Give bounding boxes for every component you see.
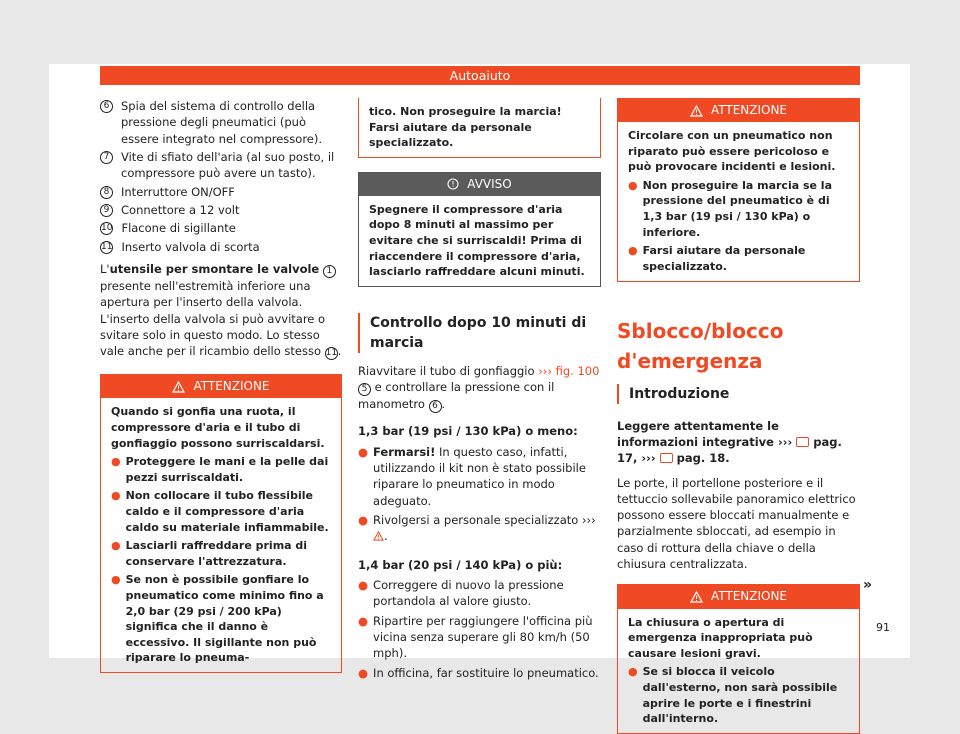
warning-triangle-icon: [373, 531, 384, 541]
bullet-dot-icon: ●: [111, 573, 121, 587]
warning-header: [101, 375, 341, 398]
legend-text: Spia del sistema di controllo della pressione degli pneumatici (può essere integrato nel compressore).: [121, 99, 323, 146]
bullet-dot-icon: ●: [628, 665, 638, 679]
legend-text: Flacone di sigillante: [121, 221, 236, 236]
reference-paragraph: Leggere attentamente le informazioni integrative ››› pag. 17, ››› pag. 18.: [617, 418, 842, 466]
legend-item: [100, 239, 342, 255]
warning-box-continued: [358, 98, 601, 158]
warning-bullet: ● Proteggere le mani e la pelle dai pezzi surriscaldati.: [111, 455, 329, 484]
column-2: [358, 98, 601, 681]
book-icon: [796, 437, 809, 447]
warning-bullet: ● Se si blocca il veicolo dall'esterno, non sarà possibile aprire le porte e i finestrini dall'interno.: [628, 665, 838, 726]
warning-box: [100, 374, 342, 673]
list-item: ● Fermarsi! In questo caso, infatti, utilizzando il kit non è stato possibile riparare lo pneumatico in modo adeguato.: [358, 444, 586, 508]
legend-number: 9: [100, 204, 113, 217]
column-1: [100, 98, 342, 673]
page-ref-link[interactable]: pag. 17,: [617, 434, 842, 466]
warning-intro: Circolare con un pneumatico non riparato può essere pericoloso e può provocare incidenti e lesioni.: [628, 129, 836, 174]
warning-body: [618, 609, 859, 733]
warning-bullet: ● Lasciarli raffreddare prima di conservare l'attrezzatura.: [111, 539, 308, 568]
warning-bullet: ● Non collocare il tubo flessibile caldo e il compressore d'aria caldo su materiale infiammabile.: [111, 489, 329, 534]
bullet-dot-icon: ●: [628, 244, 638, 258]
info-circle-icon: [447, 178, 459, 190]
notice-header: [359, 173, 600, 196]
warning-body: [101, 398, 341, 672]
notice-title: AVVISO: [467, 176, 512, 191]
warning-bullet: ● Farsi aiutare da personale specializzato.: [628, 244, 806, 273]
list-item: ● In officina, far sostituire lo pneumatico.: [358, 665, 599, 680]
ref-number: 11: [325, 348, 338, 359]
legend-item: [100, 149, 342, 182]
bullet-dot-icon: ●: [628, 178, 638, 192]
warning-continued-text: tico. Non proseguire la marcia! Farsi aiutare da personale specializzato.: [369, 105, 562, 150]
bullet-dot-icon: ●: [358, 577, 369, 592]
legend-number: 8: [100, 186, 113, 199]
figure-link[interactable]: fig. 100: [555, 363, 600, 378]
legend-number: 7: [100, 151, 113, 164]
warning-header: [618, 99, 859, 122]
warning-title: ATTENZIONE: [193, 379, 270, 394]
figure-link-arrow[interactable]: ›››: [538, 363, 552, 378]
warning-bullet: ● Non proseguire la marcia se la pressione del pneumatico è di 1,3 bar (19 psi / 130 kPa) o inferiore.: [628, 178, 832, 239]
list-item: ● Ripartire per raggiungere l'officina più vicina senza superare gli 80 km/h (50 mph).: [358, 613, 593, 661]
list-item: ● Rivolgersi a personale specializzato ››› .: [358, 512, 596, 544]
ref-number: 5: [358, 383, 371, 396]
warning-intro: La chiusura o apertura di emergenza inappropriata può causare lesioni gravi.: [628, 615, 813, 660]
warning-box: [617, 584, 860, 733]
list-item: ● Correggere di nuovo la pressione portandola al valore giusto.: [358, 577, 564, 609]
page-number: 91: [876, 621, 890, 634]
bullet-dot-icon: ●: [358, 512, 369, 527]
bullet-dot-icon: ●: [111, 455, 121, 469]
bullet-dot-icon: ●: [111, 539, 121, 553]
legend-number: 10: [101, 223, 113, 234]
warning-box: [617, 98, 860, 282]
warning-triangle-icon: [690, 105, 703, 117]
warning-body: [618, 122, 859, 280]
legend-text: Interruttore ON/OFF: [121, 184, 235, 199]
pressure-low-heading: 1,3 bar (19 psi / 130 kPa) o meno:: [358, 424, 578, 439]
notice-body: Spegnere il compressore d'aria dopo 8 minuti al massimo per evitare che si surriscaldi! Prima di riaccendere il compressore d'aria, lasciarlo raffreddare alcuni minuti.: [369, 202, 585, 279]
check-intro-paragraph: Riavvitare il tubo di gonfiaggio ››› fig. 100 5 e controllare la pressione con il manometro 6 .: [358, 363, 600, 412]
book-icon: [660, 453, 673, 463]
warning-triangle-icon: [690, 591, 703, 603]
warning-header: [618, 585, 859, 608]
legend-item: [100, 98, 342, 147]
legend-item: [100, 220, 342, 236]
bullet-dot-icon: ●: [358, 613, 369, 628]
warning-triangle-icon: [172, 381, 185, 393]
bullet-dot-icon: ●: [358, 665, 369, 680]
legend-number: 11: [101, 241, 113, 252]
page-ref-link[interactable]: pag. 18.: [676, 451, 730, 466]
legend-number: 6: [100, 100, 113, 113]
section-heading: Introduzione: [617, 384, 860, 404]
legend-item: [100, 202, 342, 218]
bullet-dot-icon: ●: [111, 489, 121, 503]
legend-text: Vite di sfiato dell'aria (al suo posto, il compressore può avere un tasto).: [121, 149, 335, 181]
legend-text: Inserto valvola di scorta: [121, 239, 260, 254]
continue-marker: »: [863, 577, 873, 593]
ref-number: 1: [323, 265, 336, 278]
warning-title: ATTENZIONE: [710, 103, 788, 117]
legend-text: Connettore a 12 volt: [121, 202, 240, 217]
notice-box: [358, 172, 601, 287]
body-paragraph: Le porte, il portellone posteriore e il tettuccio sollevabile panoramico elettrico possono essere bloccati manualmente e parzialmente sbloccati, ad esempio in caso di rottura della chiave o della chiusura centralizzata.: [617, 475, 856, 572]
valve-tool-paragraph: L'utensile per smontare le valvole 1 presente nell'estremità inferiore una apertura per l'inserto della valvola. L'inserto della valvola si può avvitare o svitare solo in questo modo. Lo stesso vale anche per il ricambio dello stesso 11.: [100, 261, 342, 359]
pressure-ok-heading: 1,4 bar (20 psi / 140 kPa) o più:: [358, 557, 563, 572]
section-heading: Controllo dopo 10 minuti di marcia: [358, 313, 601, 353]
ref-number: 6: [429, 400, 442, 413]
section-header: Autoaiuto: [100, 66, 860, 85]
legend-item: [100, 184, 342, 200]
warning-title: ATTENZIONE: [710, 589, 788, 604]
warning-bullet: ● Se non è possibile gonfiare lo pneumatico come minimo fino a 2,0 bar (29 psi / 200 kPa) significa che il danno è eccessivo. Il sigillante non può riparare lo pneuma-: [111, 573, 324, 665]
bullet-dot-icon: ●: [358, 444, 369, 459]
column-3: [617, 98, 860, 734]
valve-tool-term: utensile per smontare le valvole: [109, 261, 320, 276]
legend-list: [100, 98, 342, 255]
chapter-title: Sblocco/blocco d'emergenza: [617, 318, 784, 373]
warning-intro: Quando si gonfia una ruota, il compressore d'aria e il tubo di gonfiaggio possono surriscaldarsi.: [111, 405, 325, 450]
